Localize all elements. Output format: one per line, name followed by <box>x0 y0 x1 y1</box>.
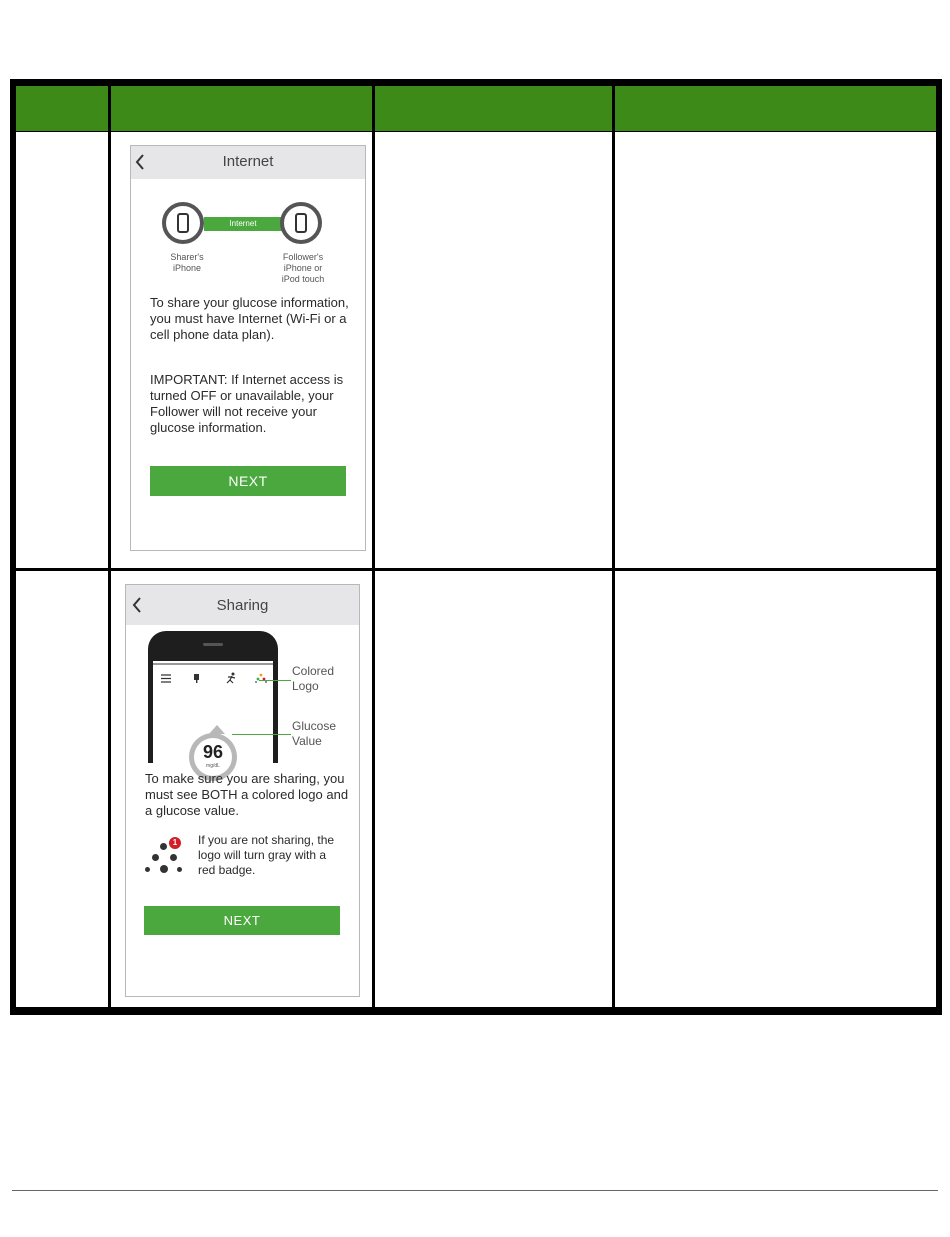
follower-caption: Follower's iPhone or iPod touch <box>281 252 325 284</box>
next-button[interactable]: NEXT <box>144 906 340 935</box>
table-header-cell <box>615 86 936 131</box>
event-runner-icon <box>226 672 236 684</box>
table-header-cell <box>375 86 612 131</box>
sharing-info-text: To make sure you are sharing, you must see BOTH a colored logo and a glucose value. <box>145 771 349 818</box>
internet-screen <box>130 145 366 551</box>
screen-title: Sharing <box>216 597 269 614</box>
share-logo-icon <box>255 673 267 683</box>
screen-title: Internet <box>222 153 274 170</box>
footer-divider <box>12 1190 938 1191</box>
menu-icon <box>161 674 171 683</box>
table-header-cell <box>111 86 372 131</box>
table-cell <box>375 132 612 568</box>
glucose-unit: mg/dL <box>206 763 220 769</box>
phone-speaker <box>203 643 223 646</box>
glucose-value: 96 <box>202 742 224 762</box>
follower-phone-icon <box>280 202 322 244</box>
gray-logo-icon <box>144 837 186 877</box>
table-cell <box>16 571 108 1007</box>
sharer-phone-icon <box>162 202 204 244</box>
transmitter-icon <box>193 673 200 683</box>
internet-link: Internet <box>204 217 282 231</box>
internet-info-text: To share your glucose information, you must have Internet (Wi-Fi or a cell phone data plan). <box>150 295 349 342</box>
table-header-cell <box>16 86 108 131</box>
table-cell <box>615 132 936 568</box>
important-notice-text: IMPORTANT: If Internet access is turned OFF or unavailable, your Follower will not receive your glucose information. <box>150 372 344 435</box>
phone-illustration <box>148 631 278 769</box>
glucose-leader-line <box>232 734 291 735</box>
red-badge: 1 <box>169 837 181 849</box>
glucose-value-callout: Glucose Value <box>292 719 337 748</box>
next-button[interactable]: NEXT <box>150 466 346 496</box>
logo-leader-line <box>259 680 291 681</box>
table-cell <box>615 571 936 1007</box>
table-cell <box>16 132 108 568</box>
not-sharing-text: If you are not sharing, the logo will turn gray with a red badge. <box>198 833 335 877</box>
status-bar <box>153 663 273 665</box>
nav-bar <box>126 585 359 625</box>
nav-bar <box>131 146 365 179</box>
sharer-caption: Sharer's iPhone <box>170 252 204 273</box>
sharing-screen <box>125 584 360 997</box>
phone-screen <box>153 661 273 769</box>
colored-logo-callout: Colored Logo <box>292 664 335 693</box>
table-cell <box>375 571 612 1007</box>
